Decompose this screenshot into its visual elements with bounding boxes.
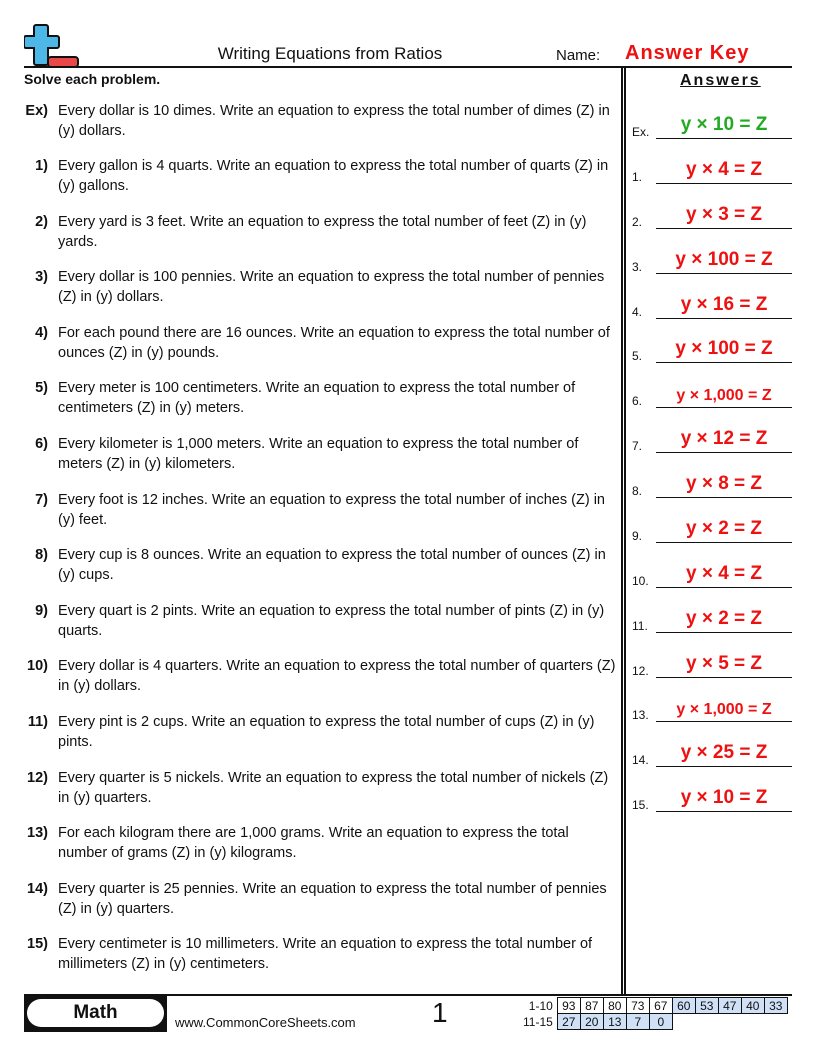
score-row-label: 11-15 <box>523 1014 553 1029</box>
problem-number: 2) <box>35 214 48 230</box>
score-cell: 33 <box>764 998 787 1014</box>
problem-text: For each kilogram there are 1,000 grams. Write an equation to express the total number of grams (Z) in (y) kilograms. <box>58 825 569 861</box>
answer-row <box>632 513 792 543</box>
answer-label: 4. <box>632 305 643 319</box>
answer-value: y × 4 = Z <box>685 563 763 584</box>
answer-line <box>656 273 792 274</box>
answer-value: y × 3 = Z <box>685 204 763 225</box>
score-row <box>520 998 787 1014</box>
answer-label: 3. <box>632 260 643 274</box>
answer-row <box>632 244 792 274</box>
answer-row <box>632 378 792 408</box>
problem-number: 4) <box>35 325 48 341</box>
answer-line <box>656 318 792 319</box>
problem-number: 13) <box>27 825 48 841</box>
answer-row <box>632 199 792 229</box>
score-cell-empty <box>672 1014 695 1030</box>
answer-label: Ex. <box>632 125 650 139</box>
answer-row <box>632 468 792 498</box>
score-row-label: 1-10 <box>528 998 553 1013</box>
problem-text: Every kilometer is 1,000 meters. Write an equation to express the total number of meters (Z) in (y) kilometers. <box>58 436 579 472</box>
problem-text: Every pint is 2 cups. Write an equation to express the total number of cups (Z) in (y) pints. <box>58 714 595 750</box>
problem-text: Every yard is 3 feet. Write an equation to express the total number of feet (Z) in (y) yards. <box>58 214 587 250</box>
name-label: Name: <box>556 47 601 64</box>
answer-value: y × 2 = Z <box>685 608 763 629</box>
answer-row <box>632 109 792 139</box>
score-cell: 13 <box>603 1014 626 1030</box>
problem-number: 10) <box>27 658 48 674</box>
score-table <box>520 997 788 1030</box>
answer-line <box>656 183 792 184</box>
problem-text: Every cup is 8 ounces. Write an equation to express the total number of ounces (Z) in (y) cups. <box>58 547 606 583</box>
answer-value: y × 100 = Z <box>675 249 773 270</box>
problem-number: Ex) <box>25 103 48 119</box>
score-cell-empty <box>718 1014 741 1030</box>
problem-number: 7) <box>35 492 48 508</box>
score-cell: 60 <box>672 998 695 1014</box>
answer-label: 14. <box>632 753 649 767</box>
score-cell: 0 <box>649 1014 672 1030</box>
answer-row <box>632 692 792 722</box>
problem-number: 6) <box>35 436 48 452</box>
answer-row <box>632 154 792 184</box>
problem-text: Every gallon is 4 quarts. Write an equation to express the total number of quarts (Z) in (y) gallons. <box>58 158 609 194</box>
answer-value: y × 100 = Z <box>675 338 773 359</box>
problem-number: 12) <box>27 770 48 786</box>
problem-number: 15) <box>27 936 48 952</box>
answer-label: 7. <box>632 439 643 453</box>
problem-text: Every quart is 2 pints. Write an equation to express the total number of pints (Z) in (y) quarts. <box>58 603 605 639</box>
answer-line <box>656 228 792 229</box>
score-cell: 93 <box>557 998 580 1014</box>
answer-value: y × 2 = Z <box>685 518 763 539</box>
instructions: Solve each problem. <box>24 71 161 87</box>
problem-number: 11) <box>27 714 48 730</box>
problem-text: Every dollar is 10 dimes. Write an equation to express the total number of dimes (Z) in (y) dollars. <box>58 103 610 139</box>
worksheet-title: Writing Equations from Ratios <box>217 44 443 63</box>
answer-value: y × 5 = Z <box>685 653 763 674</box>
answer-row <box>632 782 792 812</box>
header-rule <box>24 66 792 68</box>
answer-line <box>656 721 792 722</box>
answer-value: y × 16 = Z <box>680 294 768 315</box>
answer-label: 2. <box>632 215 643 229</box>
problem-number: 1) <box>35 158 48 174</box>
answer-row <box>632 423 792 453</box>
answer-label: 5. <box>632 349 643 363</box>
answer-label: 6. <box>632 394 643 408</box>
answer-line <box>656 452 792 453</box>
problem-text: Every dollar is 4 quarters. Write an equation to express the total number of quarters (Z) in (y) dollars. <box>58 658 616 694</box>
score-cell: 47 <box>718 998 741 1014</box>
score-cell-empty <box>741 1014 764 1030</box>
problem-text: Every meter is 100 centimeters. Write an equation to express the total number of centimeters (Z) in (y) meters. <box>58 380 576 416</box>
score-cell: 27 <box>557 1014 580 1030</box>
subject-label: Math <box>27 999 164 1027</box>
answer-line <box>656 677 792 678</box>
score-row <box>520 1014 787 1030</box>
problem-number: 9) <box>35 603 48 619</box>
name-value: Answer Key <box>625 42 750 64</box>
answer-line <box>656 766 792 767</box>
problem-text: Every dollar is 100 pennies. Write an equation to express the total number of pennies (Z) in (y) dollars. <box>58 269 605 305</box>
problem-text: Every centimeter is 10 millimeters. Write an equation to express the total number of millimeters (Z) in (y) centimeters. <box>58 936 593 972</box>
subject-badge <box>24 996 167 1032</box>
score-cell: 67 <box>649 998 672 1014</box>
answer-line <box>656 138 792 139</box>
answer-label: 10. <box>632 574 649 588</box>
score-cell: 87 <box>580 998 603 1014</box>
answer-label: 13. <box>632 708 649 722</box>
answer-row <box>632 333 792 363</box>
score-cell: 80 <box>603 998 626 1014</box>
site-link[interactable]: www.CommonCoreSheets.com <box>175 1015 356 1030</box>
answer-label: 9. <box>632 529 643 543</box>
column-divider <box>621 68 626 994</box>
answer-label: 8. <box>632 484 643 498</box>
problem-text: Every foot is 12 inches. Write an equation to express the total number of inches (Z) in (y) feet. <box>58 492 605 528</box>
answer-row <box>632 648 792 678</box>
answer-value: y × 1,000 = Z <box>676 387 772 404</box>
score-cell-empty <box>764 1014 787 1030</box>
answers-title: Answers <box>680 72 761 89</box>
answer-line <box>656 407 792 408</box>
problem-text: Every quarter is 5 nickels. Write an equation to express the total number of nickels (Z) in (y) quarters. <box>58 770 609 806</box>
answer-row <box>632 558 792 588</box>
answer-line <box>656 811 792 812</box>
page-number: 1 <box>432 997 448 1028</box>
answer-value: y × 4 = Z <box>685 159 763 180</box>
answer-line <box>656 542 792 543</box>
answer-line <box>656 587 792 588</box>
answer-label: 15. <box>632 798 649 812</box>
score-cell: 40 <box>741 998 764 1014</box>
answer-row <box>632 737 792 767</box>
problem-text: For each pound there are 16 ounces. Write an equation to express the total number of ounces (Z) in (y) pounds. <box>58 325 610 361</box>
problem-text: Every quarter is 25 pennies. Write an equation to express the total number of pennies (Z) in (y) quarters. <box>58 881 607 917</box>
answer-value: y × 10 = Z <box>680 114 768 135</box>
answer-value: y × 25 = Z <box>680 742 768 763</box>
answer-line <box>656 632 792 633</box>
answer-line <box>656 362 792 363</box>
answer-value: y × 12 = Z <box>680 428 768 449</box>
problem-number: 14) <box>27 881 48 897</box>
score-cell: 20 <box>580 1014 603 1030</box>
score-cell: 7 <box>626 1014 649 1030</box>
answer-value: y × 10 = Z <box>680 787 768 808</box>
answer-row <box>632 289 792 319</box>
answer-value: y × 8 = Z <box>685 473 763 494</box>
answer-value: y × 1,000 = Z <box>676 701 772 718</box>
answer-line <box>656 497 792 498</box>
score-cell: 73 <box>626 998 649 1014</box>
score-cell-empty <box>695 1014 718 1030</box>
problem-number: 5) <box>35 380 48 396</box>
answer-label: 1. <box>632 170 643 184</box>
answer-label: 12. <box>632 664 649 678</box>
answer-row <box>632 603 792 633</box>
answer-label: 11. <box>632 619 648 633</box>
problem-number: 8) <box>35 547 48 563</box>
problem-number: 3) <box>35 269 48 285</box>
score-cell: 53 <box>695 998 718 1014</box>
